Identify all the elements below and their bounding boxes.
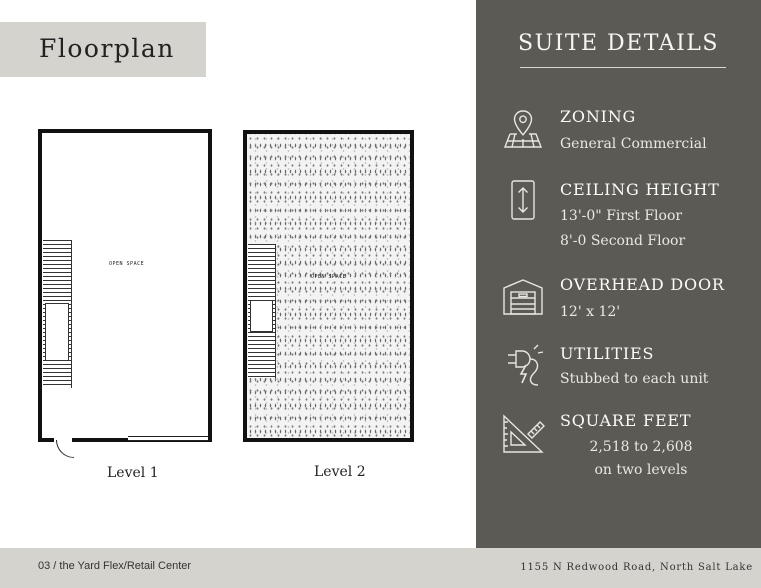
zoning-heading: ZONING (560, 107, 637, 126)
level-2-label: Level 2 (314, 464, 366, 480)
electric-plug-icon (500, 343, 546, 389)
map-pin-icon (500, 106, 546, 152)
square-feet-range: 2,518 to 2,608 (589, 439, 693, 455)
staircase (248, 244, 276, 378)
open-space-label: OPEN SPACE (109, 261, 145, 267)
page-title: Floorplan (39, 34, 175, 63)
address-label: 1155 N Redwood Road, North Salt Lake (520, 562, 753, 573)
open-space-label: OPEN SPACE (311, 274, 347, 280)
utilities-heading: UTILITIES (560, 344, 655, 363)
divider (520, 67, 726, 68)
floorplan-title-box (0, 22, 206, 77)
staircase (43, 240, 72, 388)
suite-details-panel (476, 0, 761, 548)
square-feet-note: on two levels (594, 462, 688, 478)
overhead-door-value: 12' x 12' (560, 304, 621, 320)
level-1-floorplan (38, 129, 212, 442)
ceiling-second-floor: 8'-0 Second Floor (560, 233, 686, 249)
footer (0, 548, 761, 588)
overhead-door-opening (128, 436, 208, 441)
level-1-label: Level 1 (107, 465, 159, 481)
suite-details-title: SUITE DETAILS (518, 31, 719, 56)
door-swing (56, 440, 74, 458)
garage-door-icon (500, 274, 546, 320)
overhead-door-heading: OVERHEAD DOOR (560, 275, 725, 294)
square-feet-heading: SQUARE FEET (560, 411, 692, 430)
ceiling-height-heading: CEILING HEIGHT (560, 180, 720, 199)
zoning-value: General Commercial (560, 136, 707, 152)
level-2-floorplan (243, 130, 414, 442)
utilities-value: Stubbed to each unit (560, 371, 709, 387)
vertical-measure-icon (500, 178, 546, 224)
page-number-label: 03 / the Yard Flex/Retail Center (38, 560, 192, 572)
ceiling-first-floor: 13'-0" First Floor (560, 208, 683, 224)
